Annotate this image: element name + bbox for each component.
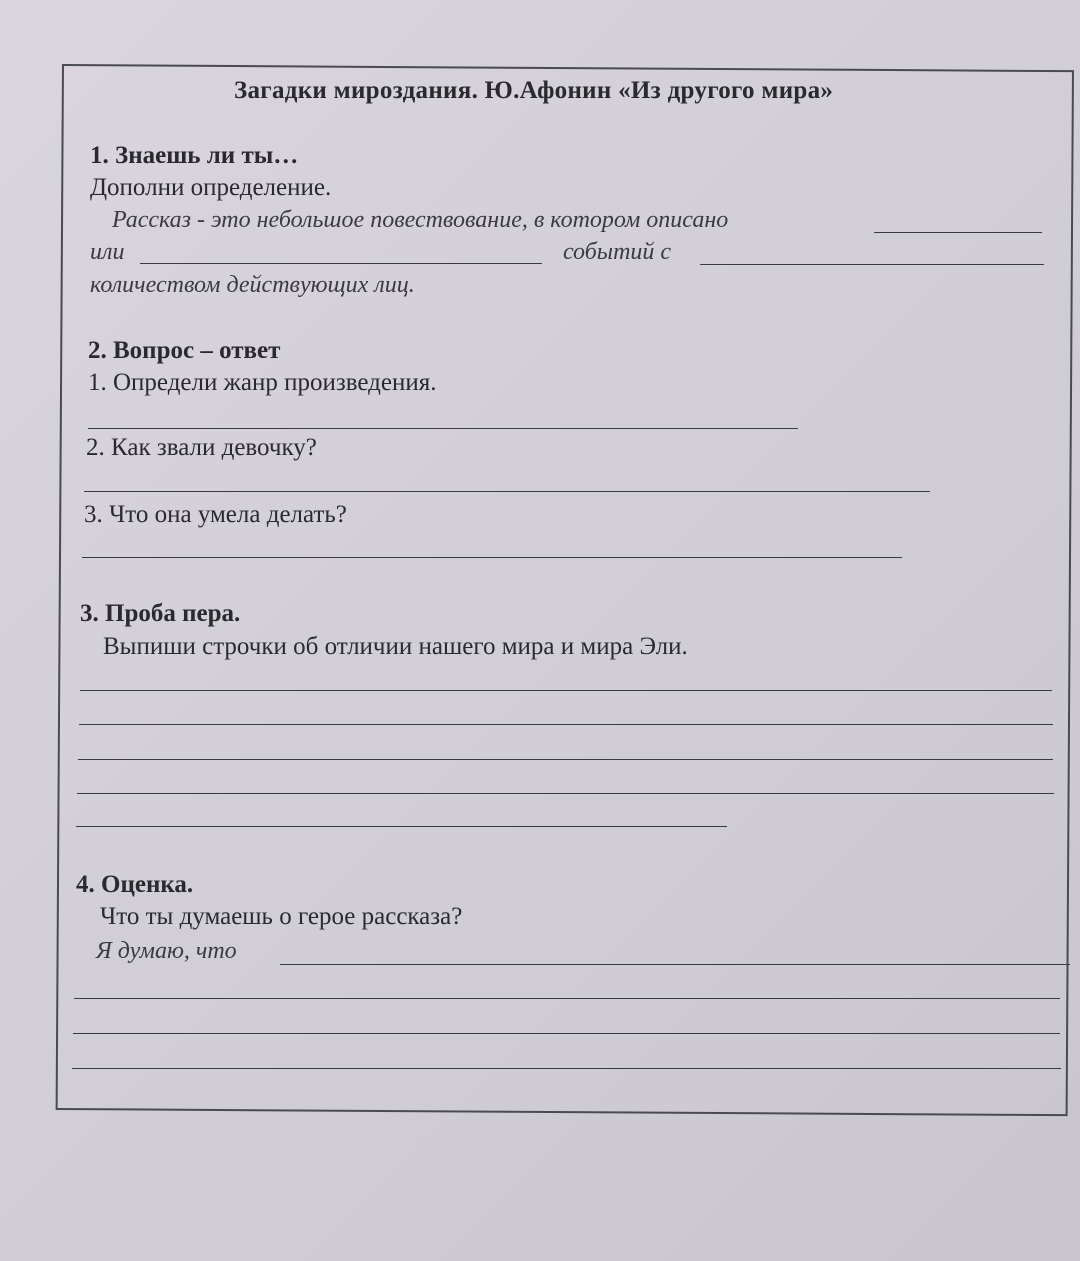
section1-heading: 1. Знаешь ли ты… <box>90 142 299 169</box>
question-3: 3. Что она умела делать? <box>84 501 347 528</box>
writing-line-1[interactable] <box>80 690 1052 691</box>
opinion-line-1[interactable] <box>280 964 1070 965</box>
section3-heading: 3. Проба пера. <box>80 600 241 627</box>
opinion-line-4[interactable] <box>72 1068 1061 1069</box>
question-2: 2. Как звали девочку? <box>86 434 317 461</box>
answer-blank-2[interactable] <box>140 263 542 264</box>
section4-question: Что ты думаешь о герое рассказа? <box>100 903 463 930</box>
answer-line-q1[interactable] <box>88 428 798 429</box>
definition-line1: Рассказ - это небольшое повествование, в котором описано <box>112 207 729 233</box>
section3-instruction: Выпиши строчки об отличии нашего мира и мира Эли. <box>103 633 688 660</box>
writing-line-3[interactable] <box>78 759 1053 760</box>
worksheet-title: Загадки мироздания. Ю.Афонин «Из другого мира» <box>234 77 834 104</box>
writing-line-4[interactable] <box>77 793 1054 794</box>
answer-blank-3[interactable] <box>700 264 1044 265</box>
opinion-line-2[interactable] <box>74 998 1060 999</box>
section1-instruction: Дополни определение. <box>90 174 332 201</box>
section2-heading: 2. Вопрос – ответ <box>88 337 281 364</box>
writing-line-5[interactable] <box>76 826 727 827</box>
answer-line-q2[interactable] <box>84 491 930 492</box>
definition-line2-or: или <box>90 239 125 265</box>
answer-blank-1[interactable] <box>874 232 1042 233</box>
answer-starter: Я думаю, что <box>96 938 237 964</box>
answer-line-q3[interactable] <box>82 557 902 558</box>
writing-line-2[interactable] <box>79 724 1053 725</box>
question-1: 1. Определи жанр произведения. <box>88 369 437 396</box>
section4-heading: 4. Оценка. <box>76 871 194 898</box>
definition-line3: количеством действующих лиц. <box>90 272 415 298</box>
definition-line2-events: событий с <box>563 239 672 265</box>
opinion-line-3[interactable] <box>73 1033 1060 1034</box>
